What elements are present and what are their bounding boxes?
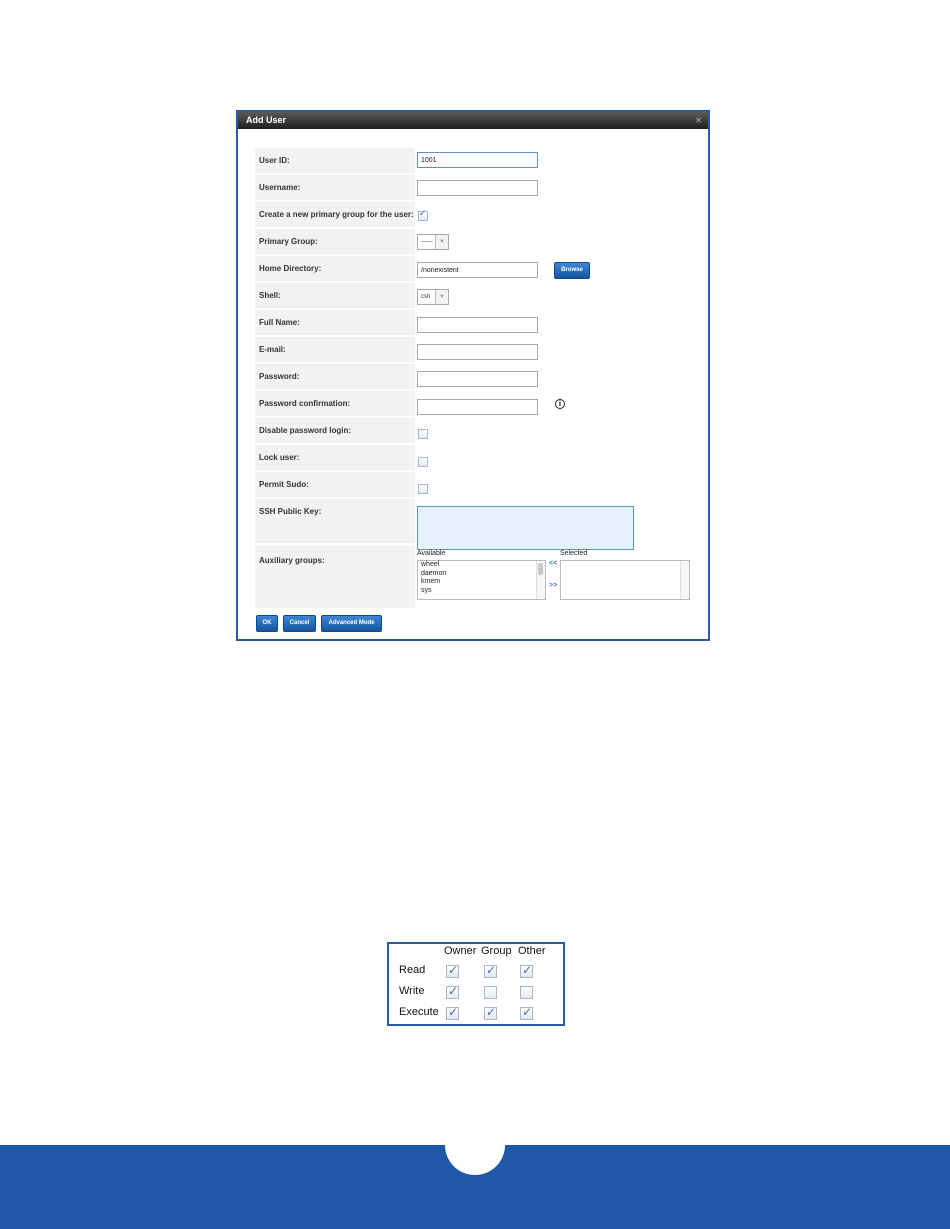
label-shell: Shell:	[255, 283, 415, 308]
primary-group-value: ------	[421, 239, 433, 245]
cancel-button[interactable]: Cancel	[283, 615, 316, 632]
list-item[interactable]: kmem	[421, 578, 441, 585]
label-password-confirmation: Password confirmation:	[255, 391, 415, 416]
ok-button[interactable]: OK	[256, 615, 278, 632]
label-auxiliary-groups: Auxiliary groups:	[255, 546, 415, 608]
available-list-scrollbar[interactable]	[536, 561, 545, 599]
chevron-down-icon: ▼	[435, 235, 448, 249]
selected-label: Selected	[560, 550, 588, 557]
advanced-mode-button[interactable]: Advanced Mode	[321, 615, 382, 632]
execute-owner-checkbox[interactable]	[446, 1007, 459, 1020]
shell-value: csh	[421, 294, 431, 300]
label-permit-sudo: Permit Sudo:	[255, 472, 415, 497]
footer-page-circle	[445, 1115, 505, 1175]
label-primary-group: Primary Group:	[255, 229, 415, 254]
shell-select[interactable]	[417, 289, 449, 305]
dialog-titlebar	[238, 112, 708, 129]
label-username: Username:	[255, 175, 415, 200]
close-icon[interactable]: ✕	[695, 116, 702, 125]
ssh-public-key-textarea[interactable]	[417, 506, 634, 550]
write-other-checkbox[interactable]	[520, 986, 533, 999]
username-input[interactable]	[417, 180, 538, 196]
execute-group-checkbox[interactable]	[484, 1007, 497, 1020]
list-item[interactable]: daemon	[421, 569, 447, 577]
home-directory-input[interactable]	[417, 262, 538, 278]
disable-password-login-checkbox[interactable]	[418, 429, 428, 439]
selected-list-scrollbar[interactable]	[680, 561, 689, 599]
read-other-checkbox[interactable]	[520, 965, 533, 978]
info-icon[interactable]: i	[555, 399, 565, 409]
label-email: E-mail:	[255, 337, 415, 362]
permit-sudo-checkbox[interactable]	[418, 484, 428, 494]
email-input[interactable]	[417, 344, 538, 360]
row-label-read: Read	[399, 964, 426, 976]
execute-other-checkbox[interactable]	[520, 1007, 533, 1020]
user-id-input[interactable]	[417, 152, 538, 168]
label-full-name: Full Name:	[255, 310, 415, 335]
read-owner-checkbox[interactable]	[446, 965, 459, 978]
password-confirmation-input[interactable]	[417, 399, 538, 415]
chevron-down-icon: ▼	[435, 290, 448, 304]
lock-user-checkbox[interactable]	[418, 457, 428, 467]
column-header-owner: Owner	[444, 945, 477, 957]
label-password: Password:	[255, 364, 415, 389]
available-label: Available	[417, 550, 446, 557]
list-item[interactable]: wheel	[421, 561, 440, 568]
scrollbar-thumb[interactable]	[538, 563, 543, 575]
column-header-other: Other	[518, 945, 546, 957]
primary-group-select[interactable]	[417, 234, 449, 250]
dialog-title: Add User	[246, 115, 287, 125]
column-header-group: Group	[481, 945, 512, 957]
browse-button[interactable]: Browse	[554, 262, 590, 279]
label-lock-user: Lock user:	[255, 445, 415, 470]
write-group-checkbox[interactable]	[484, 986, 497, 999]
selected-groups-list[interactable]	[560, 560, 690, 600]
read-group-checkbox[interactable]	[484, 965, 497, 978]
move-left-button[interactable]: <<	[549, 560, 558, 567]
label-user-id: User ID:	[255, 148, 415, 173]
list-item[interactable]: sys	[421, 586, 432, 594]
create-group-checkbox[interactable]	[418, 211, 428, 221]
label-ssh-public-key: SSH Public Key:	[255, 499, 415, 543]
row-label-write: Write	[399, 985, 425, 997]
row-label-execute: Execute	[399, 1006, 439, 1018]
permissions-grid	[387, 942, 565, 1026]
write-owner-checkbox[interactable]	[446, 986, 459, 999]
add-user-dialog	[236, 110, 710, 641]
full-name-input[interactable]	[417, 317, 538, 333]
label-disable-password-login: Disable password login:	[255, 418, 415, 443]
label-home-directory: Home Directory:	[255, 256, 415, 281]
label-create-group: Create a new primary group for the user:	[255, 202, 415, 227]
move-right-button[interactable]: >>	[549, 582, 558, 589]
available-groups-list[interactable]	[417, 560, 546, 600]
password-input[interactable]	[417, 371, 538, 387]
